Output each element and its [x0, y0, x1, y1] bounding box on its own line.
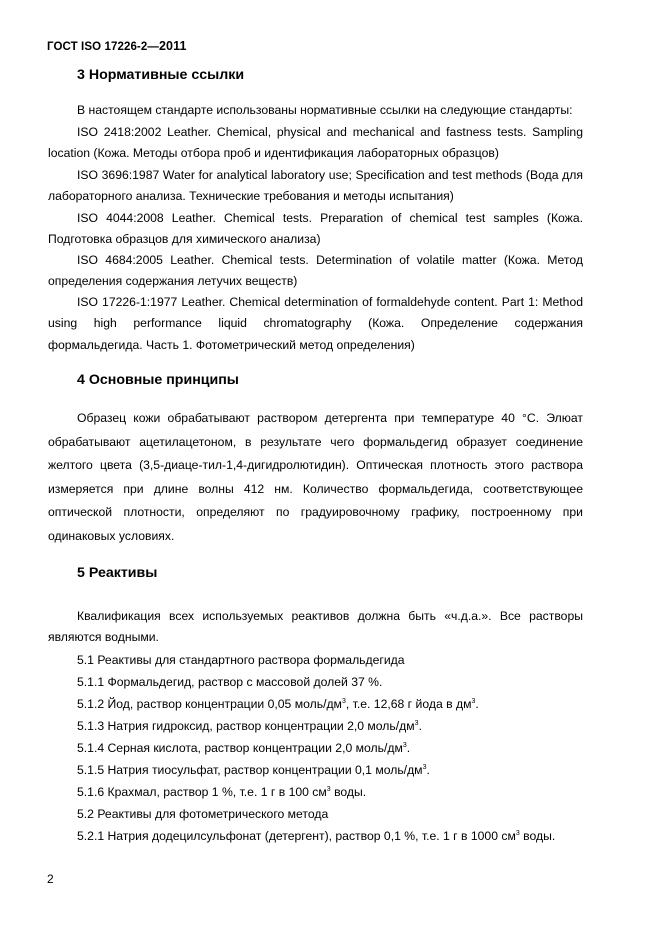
item-5-1-4: 5.1.4 Серная кислота, раствор концентрации 2,0 моль/$дм^3$.	[77, 741, 411, 755]
reference-iso-17226-1: ISO 17226-1:1977 Leather. Chemical determination of formaldehyde content. Part 1: Method using high performance liquid chromatography (Кожа. Определение содержания формальдегида. Часть 1. Фотометрический метод определения)	[48, 295, 583, 352]
section-3-title: 3 Нормативные ссылки	[77, 67, 245, 83]
item-5-2-1: 5.2.1 Натрия додецилсульфонат (детергент), раствор 0,1 %, т.е. 1 г в 1000 $см^3$ воды.	[77, 829, 556, 843]
document-header	[47, 39, 187, 53]
reference-iso-3696: ISO 3696:1987 Water for analytical laboratory use; Specification and test methods (Вода для лабораторного анализа. Технические требования и методы испытания)	[48, 168, 583, 204]
page-number: 2	[47, 872, 54, 886]
section-5-intro: Квалификация всех используемых реактивов должна быть «ч.д.а.». Все растворы являются водными.	[48, 609, 583, 645]
standard-year: 2011	[158, 39, 187, 53]
header-dash: —	[147, 41, 159, 53]
reference-iso-2418: ISO 2418:2002 Leather. Chemical, physical and mechanical and fastness tests. Sampling location (Кожа. Методы отбора проб и идентификация лабораторных образцов)	[48, 125, 583, 161]
reference-iso-4684: ISO 4684:2005 Leather. Chemical tests. Determination of volatile matter (Кожа. Метод определения содержания летучих веществ)	[48, 253, 583, 289]
item-5-1-1: 5.1.1 Формальдегид, раствор с массовой долей 37 %.	[77, 675, 383, 689]
item-5-1: 5.1 Реактивы для стандартного раствора формальдегида	[77, 653, 405, 667]
item-5-1-2: 5.1.2 Йод, раствор концентрации 0,05 моль/$дм^3$, т.е. 12,68 г йода в $дм^3$.	[77, 697, 479, 711]
item-5-1-5: 5.1.5 Натрия тиосульфат, раствор концентрации 0,1 моль/$дм^3$.	[77, 763, 430, 777]
reference-iso-4044: ISO 4044:2008 Leather. Chemical tests. Preparation of chemical test samples (Кожа. Подготовка образцов для химического анализа)	[48, 211, 583, 247]
section-5-title: 5 Реактивы	[77, 565, 158, 581]
section-4-title: 4 Основные принципы	[77, 372, 239, 388]
item-5-2: 5.2 Реактивы для фотометрического метода	[77, 807, 329, 821]
standard-code: ГОСТ ISO 17226-2	[47, 41, 148, 53]
section-4-text: Образец кожи обрабатывают раствором детергента при температуре 40 °С. Элюат обрабатывают ацетилацетоном, в результате чего формальдегид образует соединение желтого цвета (3,5-диаце-тил-1,4-дигидролютидин). Оптическая плотность этого раствора измеряется при длине волны 412 нм. Количество формальдегида, соответствующее оптической плотности, определяют по градуировочному графику, построенному при одинаковых условиях.	[48, 411, 583, 543]
item-5-1-3: 5.1.3 Натрия гидроксид, раствор концентрации 2,0 моль/$дм^3$.	[77, 719, 422, 733]
item-5-1-6: 5.1.6 Крахмал, раствор 1 %, т.е. 1 г в 100 $см^3$ воды.	[77, 785, 367, 799]
section-3-intro: В настоящем стандарте использованы нормативные ссылки на следующие стандарты:	[77, 103, 573, 117]
